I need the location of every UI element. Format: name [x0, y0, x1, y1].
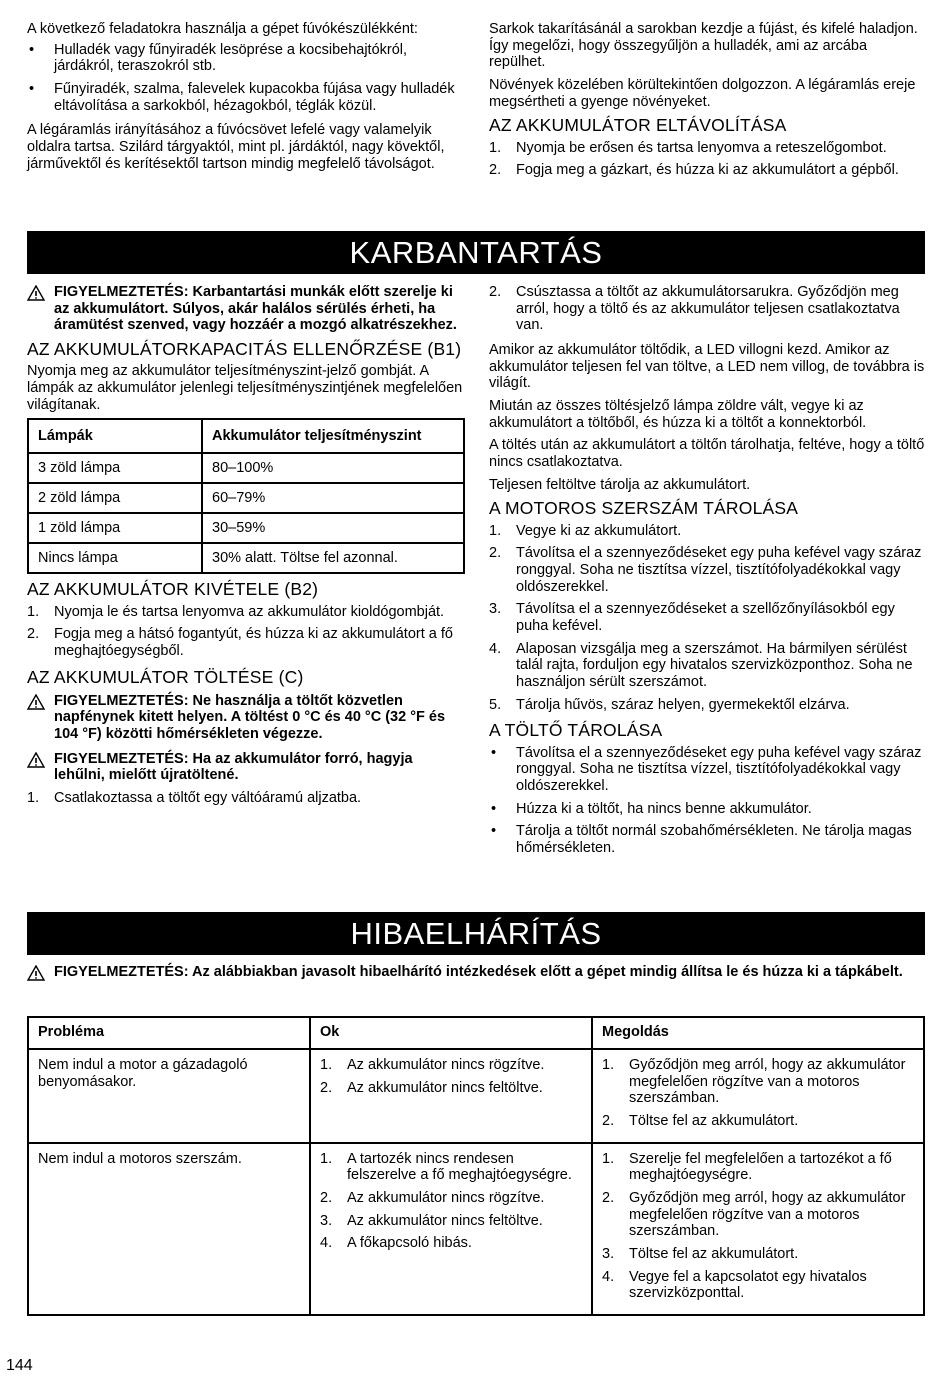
warning-label: FIGYELMEZTETÉS: [54, 750, 189, 767]
corners-text: Sarkok takarításánál a sarokban kezdje a fújást, és kifelé haladjon. Így megelőzi, hogy összegyűljön a hulladék, ami az arcába repülhet. [489, 21, 918, 71]
list-item: 1. A tartozék nincs rendesen felszerelve a fő meghajtóegységre. [320, 1150, 572, 1184]
tool-storage-heading: A MOTOROS SZERSZÁM TÁROLÁSA [489, 498, 799, 519]
solution-cell [592, 1049, 924, 1143]
table-row [28, 1143, 924, 1315]
table-row [28, 1049, 924, 1143]
blower-intro: A következő feladatokra használja a gépet fúvókészülékként: [27, 21, 418, 37]
after-charging-text: Miután az összes töltésjelző lámpa zöldre vált, vegye ki az akkumulátort a töltőből, és húzza ki a töltőt a konnektorból. [489, 398, 867, 431]
top-left-column [27, 21, 467, 178]
list-item: 3. Távolítsa el a szennyeződéseket a szellőzőnyílásokból egy puha kefével. [489, 601, 895, 634]
table-row [28, 513, 464, 543]
list-item: 1. Nyomja be erősen és tartsa lenyomva a reteszelőgombot. [489, 139, 887, 156]
column-header-level: Akkumulátor teljesítményszint [202, 419, 464, 453]
list-item: • Hulladék vagy fűnyiradék lesöprése a kocsibehajtókról, járdákról, teraszokról stb. [27, 42, 467, 75]
troubleshooting-table [27, 1016, 925, 1316]
warning-icon [27, 284, 54, 334]
list-item: 1. Szerelje fel megfelelően a tartozékot a fő meghajtóegységre. [602, 1150, 892, 1184]
troubleshooting-warning-wrap [27, 964, 925, 987]
troubleshooting-banner: HIBAELHÁRÍTÁS [27, 912, 925, 955]
table-header-row [28, 1017, 924, 1049]
battery-charging-heading: AZ AKKUMULÁTOR TÖLTÉSE (C) [27, 666, 304, 687]
battery-capacity-table [27, 418, 465, 574]
warning-icon [27, 964, 54, 981]
table-cell: 1 zöld lámpa [28, 513, 202, 543]
troubleshooting-warning [27, 964, 925, 981]
list-item: • Fűnyiradék, szalma, falevelek kupacokba fújása vagy hulladék eltávolítása a sarkokból, hézagokból, téglák közül. [27, 81, 467, 114]
table-cell: 2 zöld lámpa [28, 483, 202, 513]
list-item: 2. Fogja meg a hátsó fogantyút, és húzza ki az akkumulátort a fő meghajtóegységből. [27, 626, 453, 659]
solution-cell [592, 1143, 924, 1315]
blower-uses-list [27, 42, 467, 115]
column-header-cause: Ok [310, 1017, 592, 1049]
list-item: • Távolítsa el a szennyeződéseket egy puha kefével vagy száraz ronggyal. Soha ne tisztítsa vízzel, tisztítófolyadékokkal vagy oldószerekkel. [489, 745, 925, 795]
column-header-lamps: Lámpák [28, 419, 202, 453]
charging-steps-left [27, 790, 467, 807]
airflow-direction-text: A légáramlás irányításához a fúvócsövet lefelé vagy valamelyik oldalra tartsa. Szilárd tárgyaktól, mint pl. járdáktól, nagy kövektől, járművektől és kerítésektől tartson mindig megfelelő távolságot. [27, 122, 445, 172]
cause-cell [310, 1049, 592, 1143]
list-item: 4. Alaposan vizsgálja meg a szerszámot. Ha bármilyen sérülést talál rajta, forduljon egy hivatalos szervizközponthoz. Soha ne használjon sérült szerszámot. [489, 640, 913, 691]
capacity-check-heading: AZ AKKUMULÁTORKAPACITÁS ELLENŐRZÉSE (B1) [27, 339, 462, 360]
capacity-check-text: Nyomja meg az akkumulátor teljesítményszint-jelző gombját. A lámpák az akkumulátor jelenlegi teljesítményszintjének megfelelően világítanak. [27, 363, 463, 413]
table-cell: 30% alatt. Töltse fel azonnal. [202, 543, 464, 573]
list-item: 1. Győződjön meg arról, hogy az akkumulátor megfelelően rögzítve van a motoros szerszámban. [602, 1057, 906, 1107]
list-item: 1. Nyomja le és tartsa lenyomva az akkumulátor kioldógombját. [27, 603, 445, 620]
table-cell: 30–59% [202, 513, 464, 543]
list-item: 2. Töltse fel az akkumulátort. [602, 1113, 799, 1130]
list-item: 2. Az akkumulátor nincs feltöltve. [320, 1079, 543, 1096]
list-item: 2. Csúsztassa a töltőt az akkumulátorsarukra. Győződjön meg arról, hogy a töltő és az akkumulátor teljesen csatlakoztatva van. [489, 284, 900, 334]
warning-text: Ne használja a töltőt közvetlen napfénynek kitett helyen. A töltést 0 °C és 40 °C (32 °F és 104 °F) közötti hőmérsékleten végezze. [54, 692, 446, 743]
maintenance-banner: KARBANTARTÁS [27, 231, 925, 274]
list-item: 3. Töltse fel az akkumulátort. [602, 1246, 799, 1263]
led-text: Amikor az akkumulátor töltődik, a LED villogni kezd. Amikor az akkumulátor teljesen fel van töltve, a LED nem villog, de továbbra is világít. [489, 342, 925, 392]
warning-text: Karbantartási munkák előtt szerelje ki az akkumulátort. Súlyos, akár halálos sérülés érheti, ha áramütést szenved, vagy hozzáér a mozgó alkatrészekhez. [54, 284, 457, 334]
list-item: 2. Az akkumulátor nincs rögzítve. [320, 1190, 545, 1207]
list-item: • Húzza ki a töltőt, ha nincs benne akkumulátor. [489, 801, 925, 818]
table-cell: 60–79% [202, 483, 464, 513]
list-item: 1. Az akkumulátor nincs rögzítve. [320, 1057, 545, 1073]
charging-warning-sunlight [27, 693, 467, 743]
maintenance-warning [27, 284, 467, 334]
charging-steps-right [489, 284, 925, 334]
store-full-text: Teljesen feltöltve tárolja az akkumulátort. [489, 476, 751, 493]
list-item: 1. Vegye ki az akkumulátort. [489, 522, 682, 539]
problem-cell: Nem indul a motor a gázadagoló benyomásakor. [28, 1049, 310, 1143]
plants-text: Növények közelében körültekintően dolgozzon. A légáramlás ereje megsértheti a gyenge növényeket. [489, 77, 916, 110]
list-item: • Tárolja a töltőt normál szobahőmérsékleten. Ne tárolja magas hőmérsékleten. [489, 823, 925, 856]
list-item: 4. A főkapcsoló hibás. [320, 1235, 472, 1252]
table-header-row [28, 419, 464, 453]
warning-text: Ha az akkumulátor forró, hagyja lehűlni, mielőtt újratöltené. [54, 750, 413, 784]
table-cell: 3 zöld lámpa [28, 453, 202, 483]
warning-icon [27, 693, 54, 743]
cause-cell [310, 1143, 592, 1315]
list-item: 2. Fogja meg a gázkart, és húzza ki az akkumulátort a gépből. [489, 162, 899, 179]
charging-warning-hot [27, 751, 467, 784]
list-item: 2. Távolítsa el a szennyeződéseket egy puha kefével vagy száraz ronggyal. Soha ne tisztítsa vízzel, tisztítófolyadékokkal vagy oldószerekkel. [489, 545, 922, 595]
table-cell: Nincs lámpa [28, 543, 202, 573]
warning-text: Az alábbiakban javasolt hibaelhárító intézkedések előtt a gépet mindig állítsa le és húzza ki a tápkábelt. [188, 964, 903, 980]
list-item: 3. Az akkumulátor nincs feltöltve. [320, 1212, 543, 1229]
battery-removal-b2-steps [27, 604, 467, 660]
battery-removal-heading: AZ AKKUMULÁTOR ELTÁVOLÍTÁSA [489, 115, 787, 136]
column-header-problem: Probléma [28, 1017, 310, 1049]
column-header-solution: Megoldás [592, 1017, 924, 1049]
table-row [28, 543, 464, 573]
table-cell: 80–100% [202, 453, 464, 483]
warning-label: FIGYELMEZTETÉS: [54, 692, 189, 709]
warning-label: FIGYELMEZTETÉS: [54, 284, 189, 300]
problem-cell: Nem indul a motoros szerszám. [28, 1143, 310, 1315]
page-number: 144 [6, 1357, 33, 1374]
battery-removal-steps [489, 140, 925, 179]
tool-storage-steps [489, 523, 925, 714]
top-right-column [489, 21, 925, 187]
maintenance-right-column [489, 284, 925, 865]
store-on-charger-text: A töltés után az akkumulátort a töltőn tárolhatja, feltéve, hogy a töltő nincs csatlakoztatva. [489, 437, 925, 471]
list-item: 5. Tárolja hűvös, száraz helyen, gyermekektől elzárva. [489, 696, 850, 713]
list-item: 2. Győződjön meg arról, hogy az akkumulátor megfelelően rögzítve van a motoros szerszámban. [602, 1190, 906, 1240]
charger-storage-list [489, 745, 925, 857]
warning-label: FIGYELMEZTETÉS: [54, 964, 189, 980]
charger-storage-heading: A TÖLTŐ TÁROLÁSA [489, 720, 663, 741]
table-row [28, 483, 464, 513]
battery-removal-b2-heading: AZ AKKUMULÁTOR KIVÉTELE (B2) [27, 579, 319, 600]
table-row [28, 453, 464, 483]
maintenance-left-column [27, 284, 467, 815]
list-item: 1. Csatlakoztassa a töltőt egy váltóáramú aljzatba. [27, 790, 362, 807]
list-item: 4. Vegye fel a kapcsolatot egy hivatalos szervizközponttal. [602, 1268, 867, 1302]
warning-icon [27, 751, 54, 784]
